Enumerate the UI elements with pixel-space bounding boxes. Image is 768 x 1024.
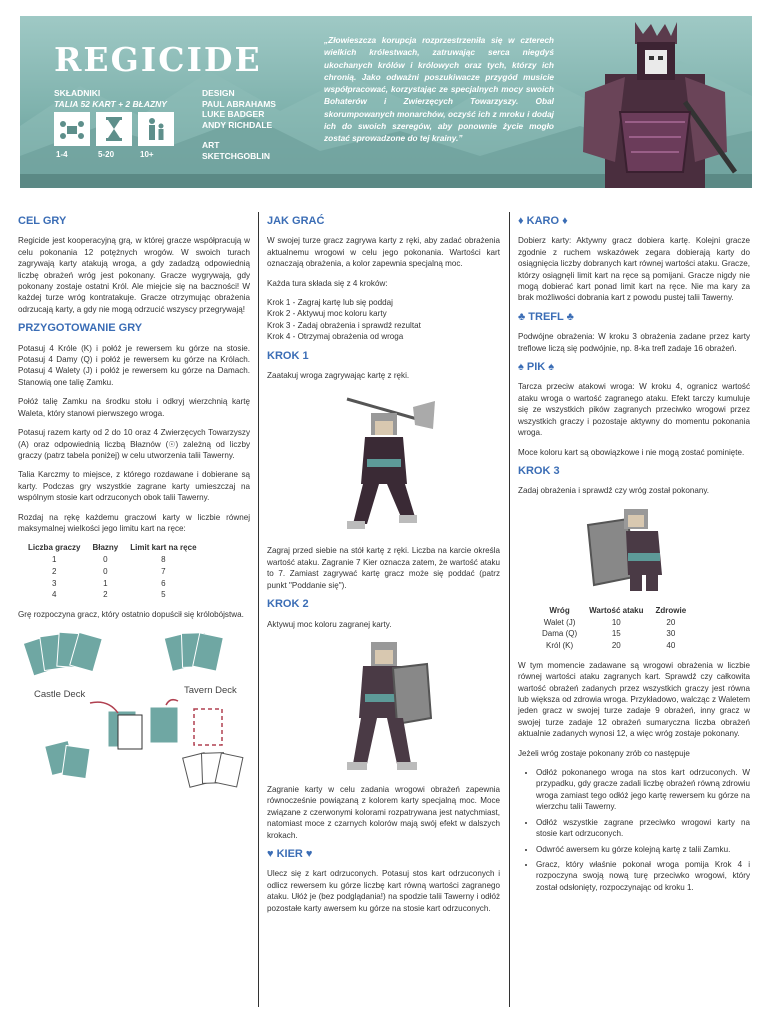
art-heading: ART: [202, 140, 220, 150]
players-label: 1-4: [56, 150, 68, 159]
step2-heading: KROK 2: [267, 598, 309, 611]
hero-attack-illustration: [267, 389, 500, 539]
spades-text: Moce koloru kart są obowiązkowe i nie mogą zostać pominięte.: [518, 447, 745, 457]
step2-paragraph: Aktywuj moc koloru zagranej karty.: [267, 619, 392, 629]
turn-steps: [267, 297, 500, 343]
list-item: • Odłóż wszystkie zagrane przeciwko wrogowi karty na stosie kart odrzuconych.: [536, 817, 750, 840]
designer-2: LUKE BADGER: [202, 109, 265, 119]
hero-shield-illustration: [267, 638, 500, 778]
list-item: Krok 4 - Otrzymaj obrażenia od wroga: [267, 332, 404, 342]
step1-heading: KROK 1: [267, 349, 309, 362]
table-cell: 3: [52, 578, 57, 588]
intro-quote: „Złowieszcza korupcja rozprzestrzeniła się w czterech wielkich królestwach, zatruwając serca niegdyś ukochanych królów i królowych oraz tych, którzy ich chronią. Jako odważni poszukiwacze przygód musicie współpracować, korzystając ze specjalnych mocy swoich Bohaterów i Zwierzęcych Towarzyszy. Obal skorumpowanych monarchów, oczyść ich z mroku i dodaj ich do swoich szeregów, aby ponownie życie mogło zostać sprowadzone do tej krainy.”: [324, 35, 554, 144]
tavern-deck-label: Tavern Deck: [184, 684, 237, 696]
start-player-text: Grę rozpoczyna gracz, który ostatnio dopuścił się królobójstwa.: [18, 610, 244, 620]
diamonds-text: Dobierz karty: Aktywny gracz dobiera kartę. Kolejni gracze zgodnie z ruchem wskazówek zegara dobierają karty do osiągnięcia liczby dobranych kart równej wartości ataku. Gracze, którzy osiągnęli limit kart na ręce są pomijani. Gracze nigdy nie mogą dobierać kart ponad limit kart na ręce. Nie ma kary za brak możliwości dobrania kart z powodu pustej talii Tawerny.: [518, 236, 750, 303]
step2-paragraph: Zagranie karty w celu zadania wrogowi obrażeń zapewnia równocześnie powiązaną z kolorem karty specjalną moc. Moce związane z czerwonymi kolorami rozpatrywana jest natychmiast, natomiast moce z czarnych kolorów mają swój efekt w dalszych krokach.: [267, 784, 500, 840]
castle-deck-label: Castle Deck: [34, 688, 86, 700]
setup-paragraph: Rozdaj na rękę każdemu graczowi karty w liczbie równej maksymalnej wielkości jego limitu kart na ręce:: [18, 512, 250, 533]
step3-paragraph: Zadaj obrażenia i sprawdź czy wróg został pokonany.: [518, 486, 710, 496]
info-icon-labels: [54, 150, 180, 159]
age-icon: [138, 112, 174, 146]
table-cell: 5: [161, 590, 166, 600]
table-cell: 8: [161, 555, 166, 565]
column-divider: [258, 212, 259, 1007]
how-to-play-heading: JAK GRAĆ: [267, 215, 325, 227]
step1-paragraph: Zagraj przed siebie na stół kartę z ręki. Liczba na karcie określa wartość ataku. Zagranie 7 Kier oznacza zatem, że wartość ataku to 7. Zamiast zagrywać kartę gracz może się poddać (patrz punkt "Poddanie się").: [267, 546, 500, 590]
table-row: [22, 554, 203, 566]
enemy-table: [536, 605, 692, 652]
components-block: [54, 88, 167, 109]
list-item: • Odwróć awersem ku górze kolejną kartę z talii Zamku.: [536, 844, 750, 855]
table-cell: 2: [52, 567, 57, 577]
table-header-row: [22, 542, 203, 554]
column-divider: [509, 212, 510, 1007]
diamonds-heading: ♦ KARO ♦: [518, 215, 568, 227]
table-cell: Walet (J): [543, 617, 576, 627]
table-header: Błazny: [92, 543, 119, 553]
players-icon: [54, 112, 90, 146]
list-item: • Odłóż pokonanego wroga na stos kart odrzuconych. W przypadku, gdy gracze zadali liczbę obrażeń równą zdrowiu wroga zamiast tego odłóż jego kartę rewersem ku górze na wierzchu talii Tawerny.: [536, 767, 750, 813]
table-cell: 10: [611, 617, 621, 627]
table-cell: 40: [666, 641, 676, 651]
designer-3: ANDY RICHDALE: [202, 119, 273, 130]
table-cell: 20: [666, 617, 676, 627]
table-cell: 1: [52, 555, 57, 565]
king-illustration: [565, 22, 745, 188]
hourglass-icon: [96, 112, 132, 146]
setup-paragraph: Połóż talię Zamku na środku stołu i odkryj wierzchnią kartę Waleta, który stanowi pierwszego wroga.: [18, 397, 250, 418]
table-cell: 4: [52, 590, 57, 600]
step3-paragraph: W tym momencie zadawane są wrogowi obrażenia w liczbie równej wartości ataku zagranych kart. Sprawdź czy całkowita wartość obrażeń zadanych przez wszystkich graczy jest równa lub większa od zdrowia wroga. Przykładowo, walcząc z Waletem jeden gracz w swojej turze zadaje 9 obrażeń, inny gracz w swojej turze zadaje 12 obrażeń sumaryczna liczba obrażeń aktualnie zadanych wynosi 12, a więc wróg zostaje pokonany.: [518, 660, 750, 739]
how-paragraph: Każda tura składa się z 4 kroków:: [267, 278, 388, 288]
goal-text: Regicide jest kooperacyjną grą, w której gracze współpracują w celu pokonania 12 potężnych wrogów. W swoich turach zagrywają karty atakują wroga, a gdy zadadzą odpowiednią liczbę obrażeń wróg jest pokonany. Gracze wygrywają, gdy pokonany zostaje ostatni Król. Ale miejcie się na baczności! W każdej turze wróg kontratakuje. Gracze otrzymując obrażenia odrzucają karty, a gdy nie mogą odrzucić wszyscy przegrywają!: [18, 236, 250, 314]
table-row: [22, 589, 203, 601]
players-table: [22, 542, 203, 601]
setup-paragraph: Potasuj razem karty od 2 do 10 oraz 4 Zwierzęcych Towarzyszy (A) oraz odpowiednią liczbą Błaznów (☉) zależną od liczby graczy (patrz tabela poniżej) w celu utworzenia talii Tawerny.: [18, 428, 250, 460]
list-item: Krok 3 - Zadaj obrażenia i sprawdź rezultat: [267, 320, 421, 330]
table-cell: 15: [611, 629, 621, 639]
table-cell: 0: [103, 567, 108, 577]
column-right: [518, 214, 750, 897]
table-row: [536, 640, 692, 652]
how-paragraph: W swojej turze gracz zagrywa karty z ręki, aby zadać obrażenia aktualnemu wrogowi w celu jego pokonania. Wartości kart oznaczają obrażenia, a kolor zapewnia specjalną moc.: [267, 236, 500, 269]
table-cell: 2: [103, 590, 108, 600]
time-label: 5-20: [98, 150, 115, 159]
defeat-steps-list: [518, 767, 750, 893]
table-cell: 1: [103, 578, 108, 588]
designer-1: PAUL ABRAHAMS: [202, 98, 276, 109]
clubs-heading: ♣ TREFL ♣: [518, 310, 574, 323]
step1-paragraph: Zaatakuj wroga zagrywając kartę z ręki.: [267, 371, 410, 381]
table-row: [22, 566, 203, 578]
table-cell: 6: [161, 578, 166, 588]
table-cell: 30: [666, 629, 676, 639]
spades-heading: ♠ PIK ♠: [518, 361, 555, 374]
table-header: Wartość ataku: [589, 605, 644, 615]
table-cell: 7: [161, 567, 166, 577]
table-row: [536, 628, 692, 640]
setup-illustration: [18, 629, 250, 789]
table-row: [22, 578, 203, 590]
age-label: 10+: [140, 150, 154, 159]
table-header: Limit kart na ręce: [130, 543, 197, 553]
game-title: REGICIDE: [54, 40, 262, 79]
step3-paragraph: Jeżeli wróg zostaje pokonany zrób co następuje: [518, 748, 690, 758]
hearts-text: Ulecz się z kart odrzuconych. Potasuj stos kart odrzuconych i odlicz rewersem ku górze liczbę kart równą wartości zagranego ataku. Ułóż je (bez podglądania!) na spodzie talii Tawerny i odłóż pozostałe karty awersem ku górze na stosie kart odrzuconych.: [267, 869, 500, 913]
list-item: Krok 1 - Zagraj kartę lub się poddaj: [267, 298, 393, 308]
design-heading: DESIGN: [202, 88, 235, 98]
list-item: • Gracz, który właśnie pokonał wroga pomija Krok 4 i rozpoczyna swoją nową turę przeciwko wrogowi, który został odsłonięty, rozpoczynając od kroku 1.: [536, 859, 750, 893]
table-header-row: [536, 605, 692, 617]
column-left: [18, 214, 250, 795]
table-cell: Król (K): [546, 641, 574, 651]
table-header: Zdrowie: [655, 605, 687, 615]
spades-text: Tarcza przeciw atakowi wroga: W kroku 4, ogranicz wartość ataku wroga o wartość zagranego ataku. Efekt tarczy kumuluje się ze wszystkich pików zagranych przeciwko wrogowi przez wszystkich graczy i pozostaje aktywny do momentu pokonania wroga.: [518, 382, 750, 438]
components-detail: TALIA 52 KART + 2 BŁAZNY: [54, 98, 167, 109]
info-icons: [54, 112, 174, 146]
artist: SKETCHGOBLIN: [202, 150, 270, 161]
step3-heading: KROK 3: [518, 464, 560, 477]
table-cell: 0: [103, 555, 108, 565]
table-row: [536, 617, 692, 629]
table-cell: 20: [611, 641, 621, 651]
setup-paragraph: Talia Karczmy to miejsce, z którego rozdawane i dobierane są karty. Podczas gry wszystkie zagrane karty umieszczaj na wspólnym stosie kart odrzuconych obok talii Tawerny.: [18, 470, 250, 503]
list-item: Krok 2 - Aktywuj moc koloru karty: [267, 309, 387, 319]
setup-paragraph: Potasuj 4 Króle (K) i połóż je rewersem ku górze na stosie. Potasuj 4 Damy (Q) i połóż je rewersem ku górze na Królach. Potasuj 4 Walety (J) i połóż je rewersem ku górze na Damach. Stanowią one talię Zamku.: [18, 343, 250, 387]
column-middle: [267, 214, 500, 922]
table-header: Liczba graczy: [28, 543, 81, 553]
clubs-text: Podwójne obrażenia: W kroku 3 obrażenia zadane przez karty treflowe liczą się podwójnie, np. 8-ka trefl zadaje 16 obrażeń.: [518, 332, 750, 353]
shield-hero-illustration: [518, 505, 750, 599]
credits-block: [202, 88, 276, 161]
header-banner: [20, 16, 752, 188]
table-cell: Dama (Q): [542, 629, 578, 639]
goal-heading: CEL GRY: [18, 215, 67, 227]
setup-heading: PRZYGOTOWANIE GRY: [18, 322, 143, 335]
table-header: Wróg: [549, 605, 570, 615]
card-layout-diagram: [18, 629, 250, 789]
hearts-heading: ♥ KIER ♥: [267, 847, 313, 860]
components-heading: SKŁADNIKI: [54, 88, 101, 98]
